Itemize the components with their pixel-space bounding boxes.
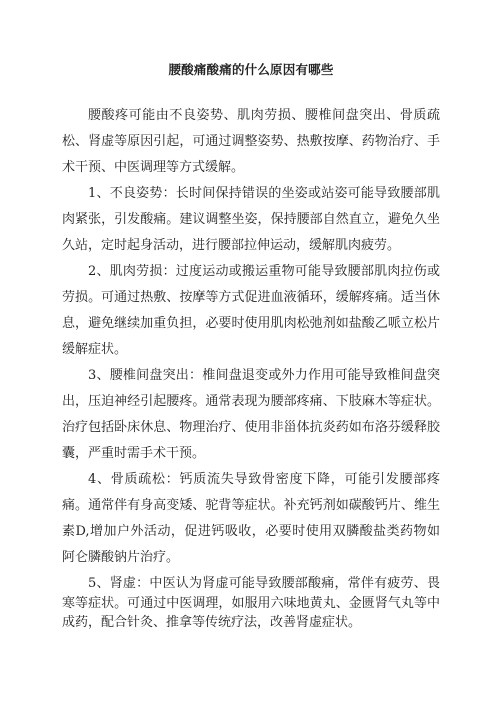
paragraph-kidney-deficiency: 5、肾虚：中医认为肾虚可能导致腰部酸痛，常伴有疲劳、畏寒等症状。可通过中医调理，如服用六味地黄丸、金匮肾气丸等中成药，配合针灸、推拿等传统疗法，改善肾虚症状。 — [62, 576, 440, 630]
paragraph-disc-herniation: 3、腰椎间盘突出：椎间盘退变或外力作用可能导致椎间盘突出，压迫神经引起腰疼。通常表现为腰部疼痛、下肢麻木等症状。治疗包括卧床休息、物理治疗、使用非甾体抗炎药如布洛芬缓释胶囊，严重时需手术干预。 — [62, 368, 440, 461]
document-title: 腰酸痛酸痛的什么原因有哪些 — [168, 62, 334, 77]
paragraph-bad-posture: 1、不良姿势：长时间保持错误的坐姿或站姿可能导致腰部肌肉紧张，引发酸痛。建议调整坐姿，保持腰部自然直立，避免久坐久站，定时起身活动，进行腰部拉伸运动，缓解肌肉疲劳。 — [62, 186, 440, 253]
intro-paragraph: 腰酸疼可能由不良姿势、肌肉劳损、腰椎间盘突出、骨质疏松、肾虚等原因引起，可通过调整姿势、热敷按摩、药物治疗、手术干预、中医调理等方式缓解。 — [62, 108, 440, 175]
paragraph-osteoporosis: 4、骨质疏松：钙质流失导致骨密度下降，可能引发腰部疼痛。通常伴有身高变矮、驼背等症状。补充钙剂如碳酸钙片、维生素D,增加户外活动，促进钙吸收，必要时使用双膦酸盐类药物如阿仑膦酸钠片治疗。 — [62, 472, 440, 565]
paragraph-muscle-strain: 2、肌肉劳损：过度运动或搬运重物可能导致腰部肌肉拉伤或劳损。可通过热敷、按摩等方式促进血液循环，缓解疼痛。适当休息，避免继续加重负担，必要时使用肌肉松弛剂如盐酸乙哌立松片缓解症状。 — [62, 264, 440, 357]
